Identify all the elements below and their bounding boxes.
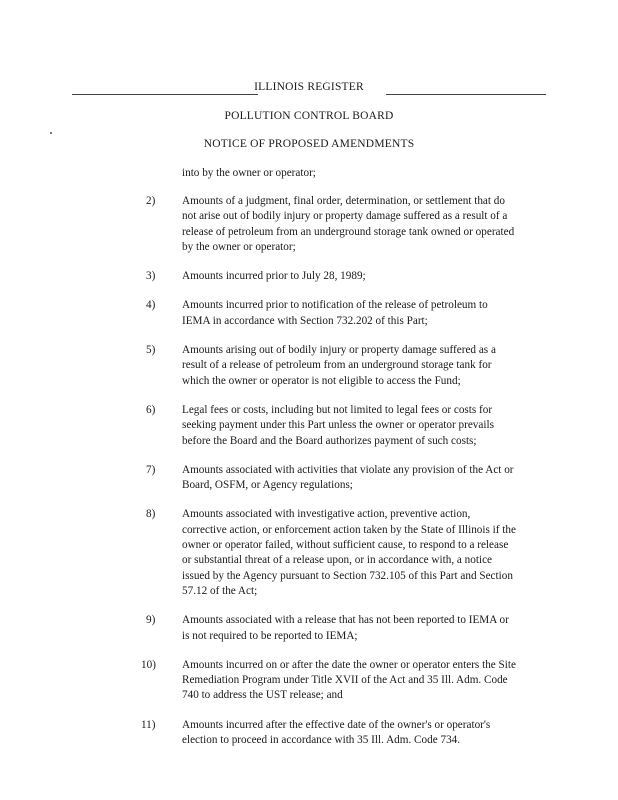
item-number: 5) bbox=[146, 344, 156, 357]
item-text-line: not arise out of bodily injury or property damage suffered as a result of a bbox=[182, 210, 508, 223]
scan-speck bbox=[50, 132, 52, 134]
item-text-line: by the owner or operator; bbox=[182, 240, 296, 253]
item-number: 2) bbox=[146, 195, 156, 207]
item-number: 6) bbox=[146, 403, 156, 416]
item-text-line: election to proceed in accordance with 35 Ill. Adm. Code 734. bbox=[182, 734, 461, 747]
list-item bbox=[0, 718, 618, 749]
header-rule-left bbox=[72, 94, 258, 95]
item-text bbox=[182, 718, 542, 749]
item-text-line: before the Board and the Board authorizes payment of such costs; bbox=[182, 434, 477, 447]
item-number: 7) bbox=[146, 463, 156, 476]
item-text-line: corrective action, or enforcement action taken by the State of Illinois if the bbox=[182, 523, 516, 536]
item-list bbox=[0, 194, 618, 762]
item-number: 9) bbox=[146, 614, 156, 627]
item-text-line: or substantial threat of a release upon, or in accordance with, a notice bbox=[182, 554, 493, 567]
list-item bbox=[0, 658, 618, 704]
item-text-line: Amounts associated with a release that has not been reported to IEMA or bbox=[182, 614, 509, 627]
item-text-line: Amounts arising out of bodily injury or property damage suffered as a bbox=[182, 344, 496, 357]
item-text-line: Amounts incurred prior to notification of the release of petroleum to bbox=[182, 299, 488, 312]
item-text-line: owner or operator failed, without sufficient cause, to respond to a release bbox=[182, 539, 509, 552]
continuation-text: into by the owner or operator; bbox=[182, 167, 316, 179]
item-text-line: release of petroleum from an underground storage tank owned or operated bbox=[182, 225, 515, 238]
board-title: POLLUTION CONTROL BOARD bbox=[224, 110, 394, 122]
item-number: 3) bbox=[146, 270, 156, 283]
item-text-line: Amounts incurred prior to July 28, 1989; bbox=[182, 270, 366, 283]
item-number: 11) bbox=[141, 718, 156, 731]
list-item bbox=[0, 343, 618, 389]
notice-title: NOTICE OF PROPOSED AMENDMENTS bbox=[203, 138, 415, 150]
item-number: 4) bbox=[146, 299, 156, 312]
list-item bbox=[0, 269, 618, 284]
item-text bbox=[182, 194, 542, 255]
item-text-line: issued by the Agency pursuant to Section 732.105 of this Part and Section bbox=[182, 569, 513, 582]
item-text bbox=[182, 613, 542, 644]
item-text-line: Amounts of a judgment, final order, determination, or settlement that do bbox=[182, 195, 505, 207]
item-text-line: Legal fees or costs, including but not limited to legal fees or costs for bbox=[182, 403, 493, 416]
item-text-line: Amounts associated with investigative action, preventive action, bbox=[182, 508, 471, 521]
item-text-line: Remediation Program under Title XVII of the Act and 35 Ill. Adm. Code bbox=[182, 674, 508, 687]
item-text-line: Amounts associated with activities that violate any provision of the Act or bbox=[182, 463, 514, 476]
item-text-line: Amounts incurred on or after the date the owner or operator enters the Site bbox=[182, 658, 516, 671]
item-text-line: result of a release of petroleum from an underground storage tank for bbox=[182, 359, 492, 372]
header-rule-right bbox=[386, 94, 546, 95]
list-item bbox=[0, 298, 618, 329]
item-number: 10) bbox=[141, 658, 156, 671]
item-text-line: seeking payment under this Part unless the owner or operator prevails bbox=[182, 419, 494, 432]
item-text-line: which the owner or operator is not eligible to access the Fund; bbox=[182, 374, 461, 387]
item-text bbox=[182, 463, 542, 494]
list-item bbox=[0, 613, 618, 644]
item-text bbox=[182, 507, 542, 599]
item-text-line: 740 to address the UST release; and bbox=[182, 689, 343, 702]
item-text-line: Board, OSFM, or Agency regulations; bbox=[182, 479, 353, 492]
list-item bbox=[0, 403, 618, 449]
item-text bbox=[182, 403, 542, 449]
list-item bbox=[0, 463, 618, 494]
item-text bbox=[182, 343, 542, 389]
item-number: 8) bbox=[146, 508, 156, 521]
item-text-line: Amounts incurred after the effective date of the owner's or operator's bbox=[182, 718, 491, 731]
item-text-line: IEMA in accordance with Section 732.202 of this Part; bbox=[182, 314, 428, 327]
item-text bbox=[182, 298, 542, 329]
item-text bbox=[182, 269, 542, 284]
list-item bbox=[0, 507, 618, 599]
item-text-line: is not required to be reported to IEMA; bbox=[182, 629, 358, 642]
item-text-line: 57.12 of the Act; bbox=[182, 584, 258, 597]
item-text bbox=[182, 658, 542, 704]
list-item bbox=[0, 194, 618, 255]
register-title: ILLINOIS REGISTER bbox=[254, 81, 364, 93]
